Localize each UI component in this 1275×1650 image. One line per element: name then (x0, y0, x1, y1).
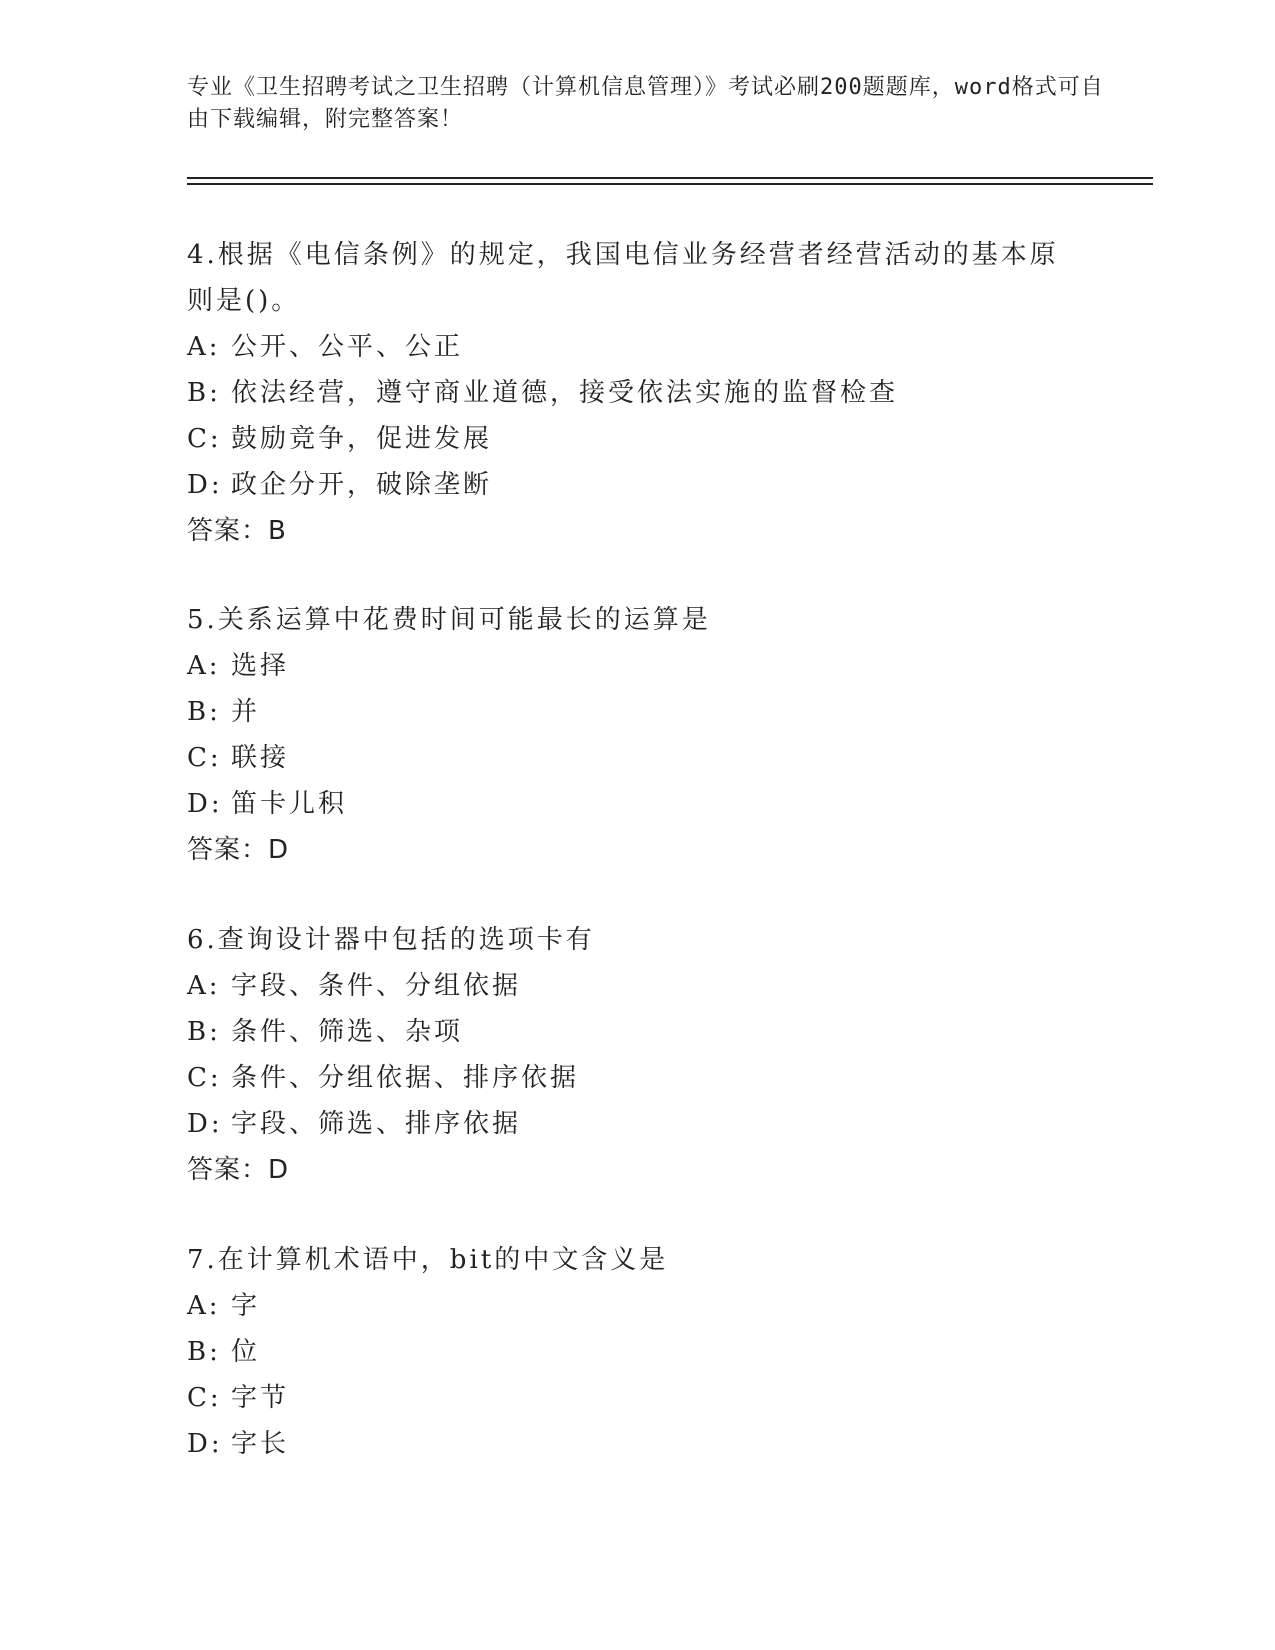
question-6 (187, 917, 1087, 1193)
option-a (187, 324, 1087, 370)
option-text: 字长 (231, 1429, 290, 1459)
option-text: 字段、条件、分组依据 (231, 971, 522, 1001)
question-stem: 5.关系运算中花费时间可能最长的运算是 (187, 605, 711, 635)
option-text: 字段、筛选、排序依据 (231, 1109, 522, 1139)
answer-line: 答案：B (187, 516, 287, 546)
option-text: 联接 (231, 743, 290, 773)
option-text: 字 (231, 1291, 261, 1321)
option-d (187, 462, 1087, 508)
option-d (187, 1421, 1087, 1467)
option-d (187, 1101, 1087, 1147)
option-key: A: (187, 651, 221, 681)
document-header: 专业《卫生招聘考试之卫生招聘（计算机信息管理）》考试必刷200题题库，word格式可自由下载编辑，附完整答案！ (187, 75, 1104, 132)
option-text: 选择 (231, 651, 290, 681)
option-key: C: (187, 424, 222, 454)
option-key: B: (187, 1017, 221, 1047)
option-text: 并 (231, 697, 261, 727)
option-key: C: (187, 1383, 222, 1413)
option-text: 字节 (231, 1383, 290, 1413)
option-key: A: (187, 1291, 221, 1321)
option-key: A: (187, 332, 221, 362)
answer-line: 答案：D (187, 835, 290, 865)
option-text: 公开、公平、公正 (231, 332, 464, 362)
option-key: C: (187, 1063, 222, 1093)
option-key: B: (187, 697, 221, 727)
option-key: D: (187, 470, 223, 500)
option-b (187, 1329, 1087, 1375)
question-stem: 4.根据《电信条例》的规定，我国电信业务经营者经营活动的基本原则是()。 (187, 240, 1059, 316)
question-4 (187, 232, 1087, 554)
option-key: A: (187, 971, 221, 1001)
option-c (187, 1055, 1087, 1101)
option-text: 条件、分组依据、排序依据 (231, 1063, 580, 1093)
option-key: D: (187, 1429, 223, 1459)
option-c (187, 1375, 1087, 1421)
question-7 (187, 1237, 1087, 1467)
option-b (187, 689, 1087, 735)
question-stem: 7.在计算机术语中，bit的中文含义是 (187, 1245, 669, 1275)
option-key: D: (187, 789, 223, 819)
option-key: D: (187, 1109, 223, 1139)
answer-line: 答案：D (187, 1155, 290, 1185)
option-b (187, 370, 1087, 416)
option-a (187, 643, 1087, 689)
header-divider-bottom (187, 183, 1153, 185)
option-c (187, 735, 1087, 781)
option-key: B: (187, 378, 221, 408)
option-d (187, 781, 1087, 827)
option-text: 依法经营，遵守商业道德，接受依法实施的监督检查 (231, 378, 899, 408)
question-5 (187, 597, 1087, 873)
option-a (187, 1283, 1087, 1329)
question-stem: 6.查询设计器中包括的选项卡有 (187, 925, 595, 955)
header-divider-top (187, 177, 1153, 179)
option-text: 条件、筛选、杂项 (231, 1017, 464, 1047)
option-text: 笛卡儿积 (231, 789, 348, 819)
option-a (187, 963, 1087, 1009)
option-key: B: (187, 1337, 221, 1367)
option-key: C: (187, 743, 222, 773)
option-c (187, 416, 1087, 462)
option-text: 位 (231, 1337, 261, 1367)
option-b (187, 1009, 1087, 1055)
option-text: 政企分开，破除垄断 (231, 470, 493, 500)
option-text: 鼓励竞争，促进发展 (231, 424, 493, 454)
